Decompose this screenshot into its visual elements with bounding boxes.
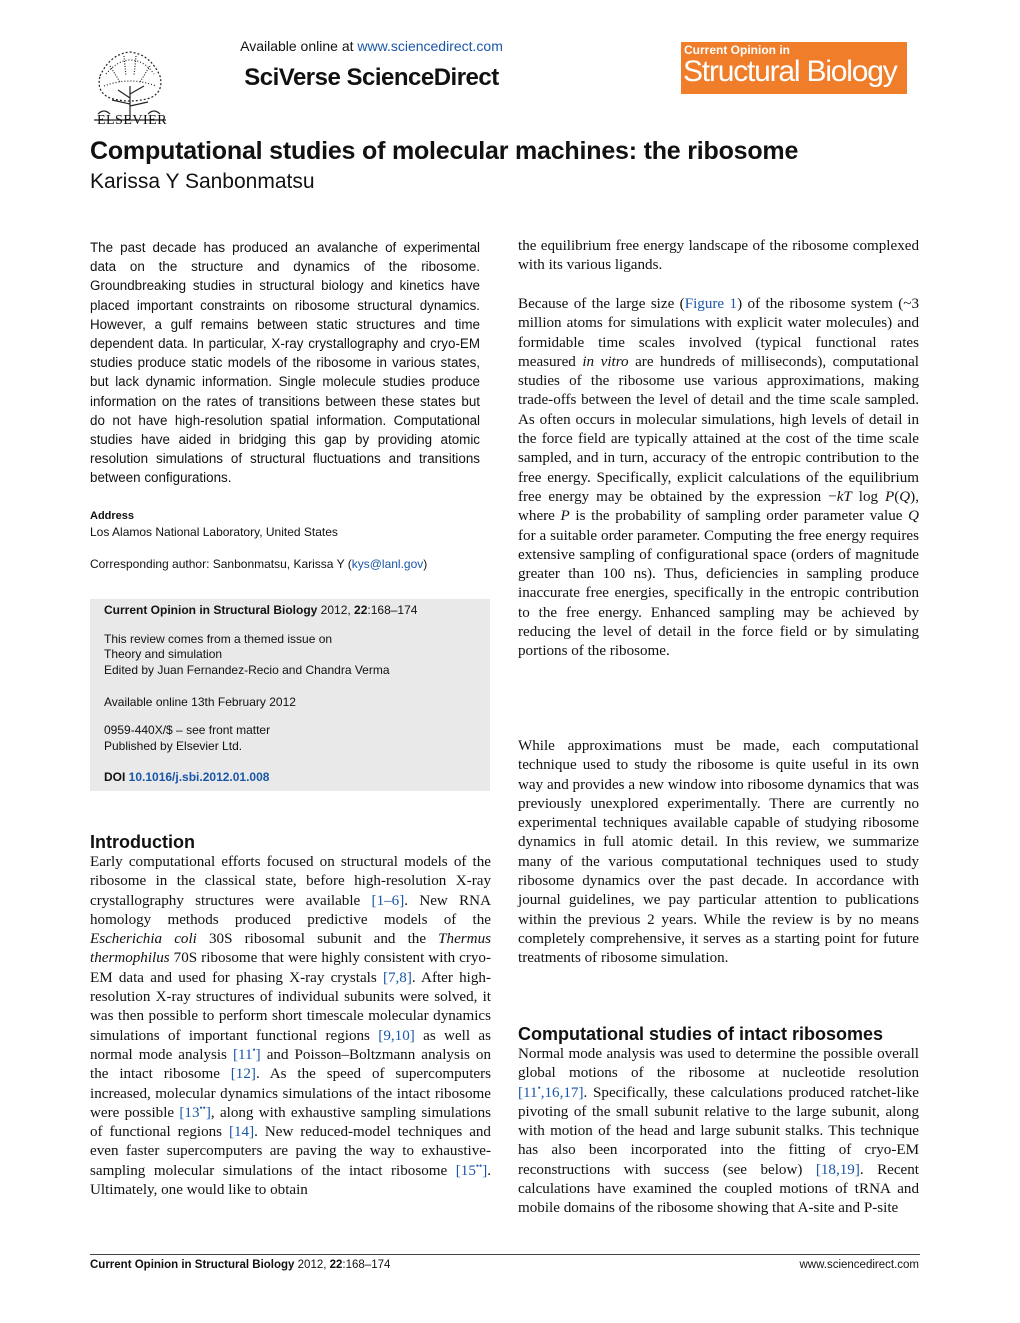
article-info-box (90, 599, 490, 791)
email-link[interactable]: kys@lanl.gov (351, 557, 424, 571)
paragraph: Because of the large size (Figure 1) of the ribosome system (~3 million atoms for simulations with explicit water molecules) and formidable time scales involved (typical functional rates measured in vitro are hundreds of milliseconds), computational studies of the ribosome use various approximations, making trade-offs between the level of detail and the time scale sampled. As often occurs in molecular simulations, high levels of detail in the force field are typically attained at the cost of the time scale sampled, and in turn, accuracy of the entropic contribution to the free energy. Specifically, explicit calculations of the equilibrium free energy may be obtained by the expression −kT log P(Q), where P is the probability of sampling order parameter value Q for a suitable order parameter. Computing the free energy requires extensive sampling of configurational space (orders of magnitude greater than 100 ns). Thus, deficiencies in sampling produce inaccurate free energies, specifically in the entropic contribution to the free energy. Enhanced sampling may be achieved by reducing the level of detail in the force field or by simulating portions of the ribosome. (518, 296, 920, 660)
citation[interactable]: [14] (228, 1124, 255, 1141)
doi-link[interactable]: 10.1016/j.sbi.2012.01.008 (128, 770, 270, 784)
citation[interactable]: [15••] (455, 1160, 488, 1179)
info-published: Published by Elsevier Ltd. (104, 739, 243, 753)
citation[interactable]: [9,10] (378, 1027, 415, 1044)
abstract: The past decade has produced an avalanche of experimental data on the structure and dynamics of the ribosome. Groundbreaking studies in structural biology and kinetics have placed important constraints on ribosome structural dynamics. However, a gulf remains between static structures and time dependent data. In particular, X-ray crystallography and cryo-EM studies produce static models of the ribosome in various states, but lack dynamic information. Single molecule studies produce information on the rates of transitions between these states but do not have high-resolution spatial information. Computational studies have aided in bridging this gap by providing atomic resolution simulations of structural fluctuations and transitions between configurations. (90, 240, 480, 486)
footer-citation: Current Opinion in Structural Biology 2012, 22:168–174 (90, 1259, 391, 1271)
citation[interactable]: [11•,16,17] (518, 1082, 584, 1101)
citation[interactable]: [13••] (179, 1102, 211, 1121)
article-title: Computational studies of molecular machines: the ribosome (90, 137, 799, 165)
species-name: Thermus thermophilus (90, 931, 491, 967)
available-online (90, 38, 653, 54)
figure-link[interactable]: Figure 1 (684, 296, 738, 312)
available-prefix: Available online at (240, 38, 358, 54)
doi-label: DOI (104, 770, 129, 784)
paragraph: While approximations must be made, each computational technique used to study the ribosome is quite useful in its own way and provides a new window into ribosome dynamics that was previously unexplored experimentally. There are currently no experimental techniques available capable of studying ribosome dynamics in full atomic detail. In this review, we summarize many of the various computational techniques used to study ribosome dynamics over the past decade. In accordance with journal guidelines, we pay particular attention to publications within the previous 2 years. While the review is by no means completely comprehensive, it serves as a starting point for future treatments of ribosome simulation. (518, 738, 919, 967)
paragraph: Normal mode analysis was used to determine the possible overall global motions of the ribosome at nucleotide resolution [11•,16,17]. Specifically, these calculations produced ratchet-like pivoting of the small subunit relative to the large subunit, along with motion of the head and large subunit stalks. This technique has also been incorporated into the fitting of cryo-EM reconstructions with success (see below) [18,19]. Recent calculations have examined the coupled motions of tRNA and mobile domains of the ribosome showing that A-site and P-site (518, 1046, 919, 1217)
species-name: Escherichia coli (90, 931, 197, 948)
article-author: Karissa Y Sanbonmatsu (90, 170, 315, 193)
introduction-text: Early computational efforts focused on structural models of the ribosome in the classical state, before high-resolution X-ray crystallography structures were available [1–6]. New RNA homology methods produced predictive models of the Escherichia coli 30S ribosomal subunit and the Thermus thermophilus 70S ribosome that were highly consistent with cryo-EM data and used for phasing X-ray crystals [7,8]. After high-resolution X-ray structures of individual subunits were solved, it was then possible to perform short timescale molecular dynamics simulations of important functional regions [9,10] as well as normal mode analysis [11•] and Poisson–Boltzmann analysis on the intact ribosome [12]. As the speed of supercomputers increased, molecular dynamics simulations of the intact ribosome were possible [13••], along with exhaustive sampling simulations of functional regions [14]. New reduced-model techniques and even faster supercomputers are paving the way to exhaustive-sampling molecular simulations of the intact ribosome [15••]. Ultimately, one would like to obtain (90, 854, 491, 1199)
info-year: 2012, (317, 603, 355, 617)
info-editors: Edited by Juan Fernandez-Recio and Chandra Verma (104, 663, 390, 677)
corresponding-suffix: ) (423, 557, 428, 571)
info-issue-line2: Theory and simulation (104, 647, 223, 661)
journal-badge (681, 42, 907, 94)
platform-name: SciVerse ScienceDirect (244, 64, 499, 91)
sciencedirect-link[interactable]: www.sciencedirect.com (357, 38, 503, 54)
citation[interactable]: [12] (230, 1066, 256, 1083)
footer-url[interactable]: www.sciencedirect.com (799, 1259, 919, 1271)
footer-divider (90, 1254, 920, 1255)
section-heading-introduction: Introduction (90, 832, 195, 852)
citation[interactable]: [18,19] (815, 1161, 860, 1178)
corresponding-author (90, 557, 427, 571)
paragraph: the equilibrium free energy landscape of the ribosome complexed with its various ligands. (518, 238, 919, 274)
info-journal: Current Opinion in Structural Biology (104, 603, 318, 617)
info-citation (104, 603, 417, 617)
info-issn: 0959-440X/$ – see front matter (104, 723, 271, 737)
citation[interactable]: [1–6] (371, 892, 405, 909)
citation[interactable]: [7,8] (382, 969, 412, 986)
journal-badge-small: Current Opinion in (684, 43, 790, 57)
info-pages: :168–174 (367, 603, 418, 617)
address-label: Address (90, 510, 135, 522)
section-heading-intact-ribosomes: Computational studies of intact ribosomes (518, 1024, 884, 1044)
journal-badge-big: Structural Biology (683, 55, 897, 88)
info-volume: 22 (354, 603, 368, 617)
address-text: Los Alamos National Laboratory, United States (90, 525, 338, 539)
info-issue-line1: This review comes from a themed issue on (104, 632, 333, 646)
citation[interactable]: [11•] (232, 1044, 261, 1063)
info-doi (104, 770, 269, 784)
info-available: Available online 13th February 2012 (104, 695, 296, 709)
publisher-name: ELSEVIER (96, 113, 168, 128)
corresponding-prefix: Corresponding author: Sanbonmatsu, Karissa Y ( (90, 557, 352, 571)
